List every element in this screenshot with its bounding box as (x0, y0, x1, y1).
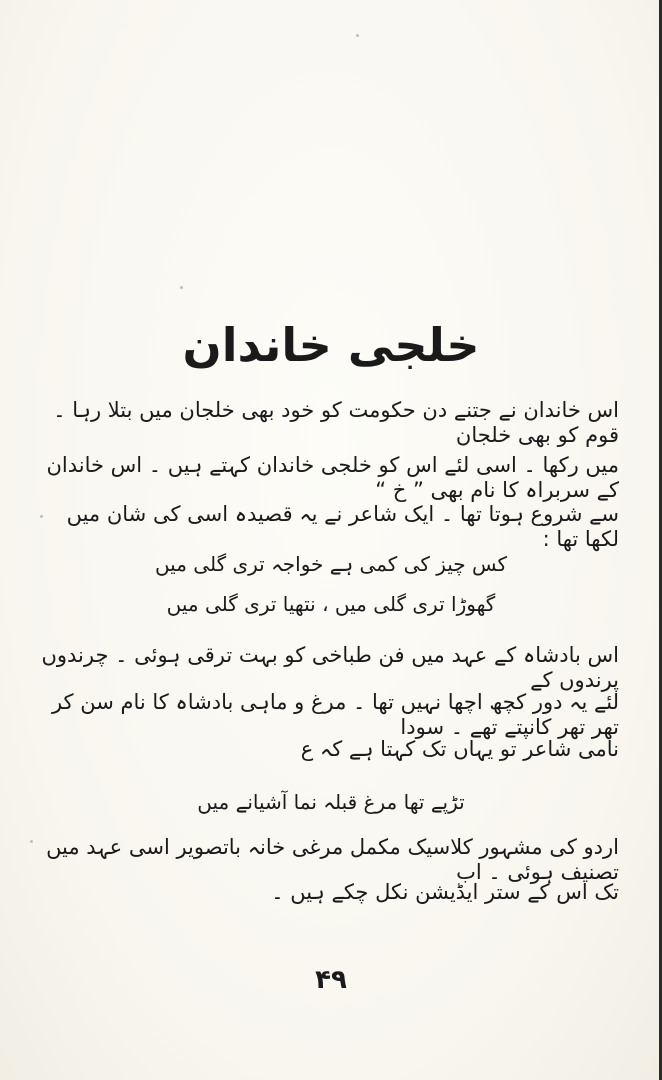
text-line-1: اس خاندان نے جتنے دن حکومت کو خود بھی خلجان میں بتلا رہا ۔ قوم کو بھی خلجان (53, 398, 619, 448)
text-line-7: اردو کی مشہور کلاسیک مکمل مرغی خانہ باتصویر اسی عہد میں تصنیف ہوئی ۔ اب (46, 835, 619, 885)
text-line-3: سے شروع ہوتا تھا ۔ ایک شاعر نے یہ قصیدہ اسی کی شان میں لکھا تھا : (66, 502, 619, 552)
verse-line-3: تڑپے تھا مرغ قبلہ نما آشیانے میں (197, 790, 465, 814)
page-number: ۴۹ (315, 965, 347, 995)
text-line-6: نامی شاعر تو یہاں تک کہتا ہے کہ ع (300, 737, 619, 761)
verse-line-2: گھوڑا تری گلی میں ، نتھیا تری گلی میں (166, 592, 496, 616)
paper-speck (180, 286, 183, 289)
chapter-heading: خلجی خاندان (182, 318, 480, 372)
text-line-8: تک اس کے ستر ایڈیشن نکل چکے ہیں ۔ (271, 880, 619, 904)
verse-line-1: کس چیز کی کمی ہے خواجہ تری گلی میں (154, 552, 508, 576)
text-line-2: میں رکھا ۔ اسی لئے اس کو خلجی خاندان کہتے ہیں ۔ اس خاندان کے سربراہ کا نام بھی ” خ “ (46, 453, 619, 503)
text-line-5: لئے یہ دور کچھ اچھا نہیں تھا ۔ مرغ و ماہی بادشاہ کا نام سن کر تھر تھر کانپتے تھے ۔ سودا (51, 690, 619, 740)
paper-speck (30, 840, 33, 843)
text-line-4: اس بادشاہ کے عہد میں فن طباخی کو بہت ترقی ہوئی ۔ چرندوں پرندوں کے (41, 643, 619, 693)
paper-speck (356, 34, 359, 37)
